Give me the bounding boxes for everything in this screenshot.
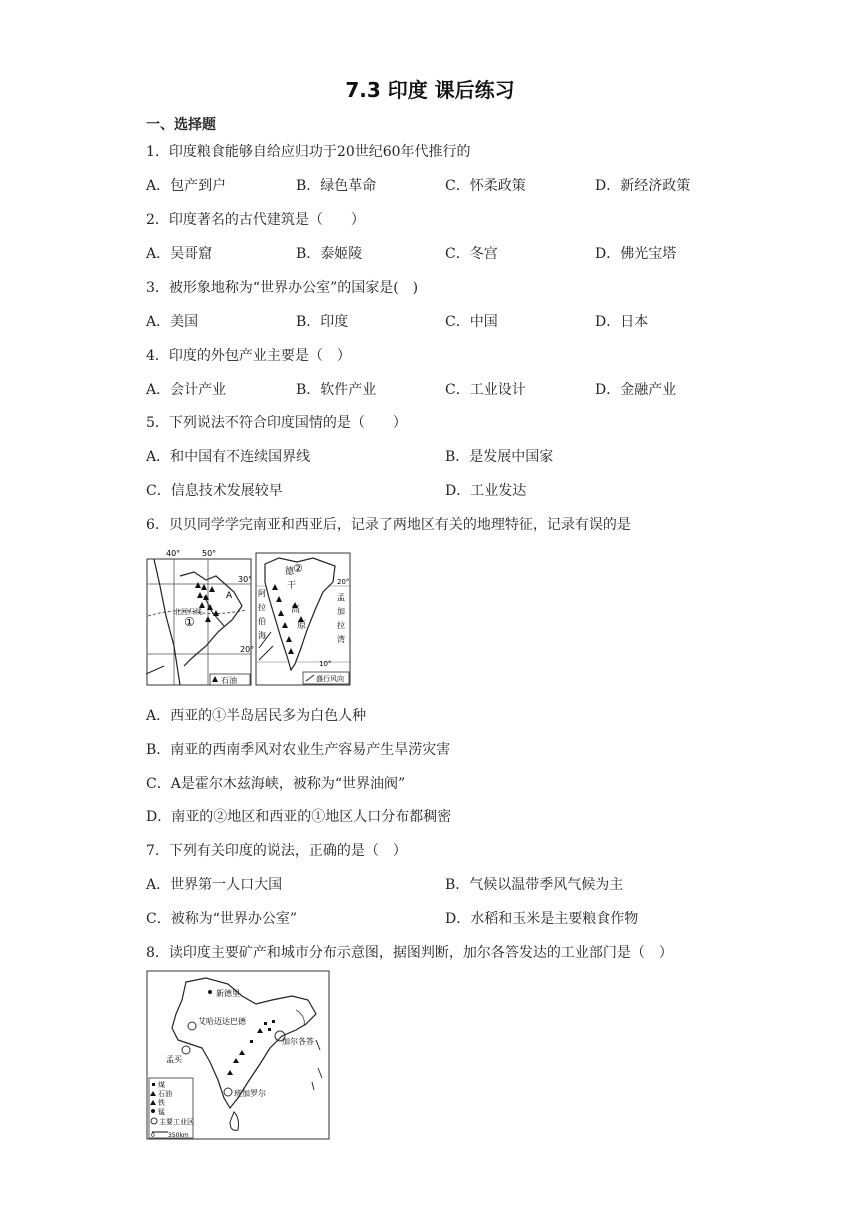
page-title: 7.3 印度 课后练习 bbox=[345, 78, 515, 102]
q2-option-a[interactable]: A．吴哥窟 bbox=[146, 246, 213, 262]
map2-label-2: ② bbox=[293, 562, 303, 575]
map2-deccan-2: 干 bbox=[287, 581, 297, 591]
q4-option-c[interactable]: C．工业设计 bbox=[445, 382, 526, 398]
map2-plateau-2: 原 bbox=[297, 621, 307, 631]
city-kolkata: 加尔各答 bbox=[282, 1037, 314, 1046]
svg-text:0: 0 bbox=[151, 1132, 155, 1139]
city-bangalore: 班加罗尔 bbox=[234, 1089, 266, 1098]
question-8-stem: 8．读印度主要矿产和城市分布示意图，据图判断，加尔各答发达的工业部门是（ ） bbox=[146, 945, 673, 961]
map2-bengal-2: 加 bbox=[337, 607, 345, 616]
q5-option-b[interactable]: B．是发展中国家 bbox=[445, 449, 554, 465]
q1-option-c[interactable]: C．怀柔政策 bbox=[445, 178, 526, 194]
city-mumbai: 孟买 bbox=[166, 1055, 182, 1064]
india-minerals-map bbox=[146, 970, 330, 1140]
city-newdelhi: 新德里 bbox=[216, 989, 240, 998]
q6-option-c[interactable]: C．A是霍尔木兹海峡，被称为“世界油阀” bbox=[146, 776, 406, 792]
map2-arabian-2: 拉 bbox=[258, 603, 266, 612]
map2-arabian-3: 伯 bbox=[258, 617, 266, 626]
q6-option-d[interactable]: D．南亚的②地区和西亚的①地区人口分布都稠密 bbox=[146, 809, 452, 825]
map2-arabian-1: 阿 bbox=[258, 589, 266, 598]
city-ahmedabad: 艾哈迈达巴德 bbox=[198, 1017, 246, 1026]
map2-lat-10: 10° bbox=[319, 660, 332, 668]
question-4-stem: 4．印度的外包产业主要是（ ） bbox=[146, 348, 351, 364]
q4-option-a[interactable]: A．会计产业 bbox=[146, 382, 227, 398]
q3-option-c[interactable]: C．中国 bbox=[445, 314, 498, 330]
q5-option-d[interactable]: D．工业发达 bbox=[445, 483, 527, 499]
map1-legend: 石油 bbox=[221, 676, 237, 685]
q4-option-d[interactable]: D．金融产业 bbox=[595, 382, 677, 398]
question-7-stem: 7．下列有关印度的说法，正确的是（ ） bbox=[146, 843, 407, 859]
q2-option-c[interactable]: C．冬宫 bbox=[445, 246, 498, 262]
south-asia-map bbox=[255, 552, 351, 686]
q6-option-b[interactable]: B．南亚的西南季风对农业生产容易产生旱涝灾害 bbox=[146, 742, 451, 758]
q2-option-d[interactable]: D．佛光宝塔 bbox=[595, 246, 677, 262]
map1-tropic-label: 北回归线 bbox=[174, 608, 202, 616]
map1-lon-50: 50° bbox=[202, 549, 217, 558]
q3-option-b[interactable]: B．印度 bbox=[296, 314, 349, 330]
map2-deccan-1: 德 bbox=[285, 567, 295, 577]
map2-bengal-4: 湾 bbox=[337, 635, 345, 644]
question-2-stem: 2．印度著名的古代建筑是（ ） bbox=[146, 212, 365, 228]
west-asia-map bbox=[146, 546, 255, 686]
q7-option-b[interactable]: B．气候以温带季风气候为主 bbox=[445, 877, 624, 893]
map1-label-a: A bbox=[226, 591, 233, 601]
section-heading: 一、选择题 bbox=[146, 117, 216, 133]
q3-option-d[interactable]: D．日本 bbox=[595, 314, 649, 330]
q7-option-c[interactable]: C．被称为“世界办公室” bbox=[146, 911, 298, 927]
q2-option-b[interactable]: B．泰姬陵 bbox=[296, 246, 363, 262]
map3-legend-box bbox=[149, 1078, 193, 1138]
q5-option-a[interactable]: A．和中国有不连续国界线 bbox=[146, 449, 311, 465]
q4-option-b[interactable]: B．软件产业 bbox=[296, 382, 377, 398]
question-1-stem: 1．印度粮食能够自给应归功于20世纪60年代推行的 bbox=[146, 144, 471, 160]
map1-label-1: ① bbox=[184, 615, 195, 629]
map2-bengal-3: 拉 bbox=[337, 621, 345, 630]
map2-plateau-1: 高 bbox=[291, 605, 301, 615]
map1-lon-40: 40° bbox=[166, 549, 181, 558]
legend-industrial-zone: 主要工业区 bbox=[159, 1118, 194, 1126]
q3-option-a[interactable]: A．美国 bbox=[146, 314, 199, 330]
question-5-stem: 5．下列说法不符合印度国情的是（ ） bbox=[146, 415, 407, 431]
map2-lat-20: 20° bbox=[337, 578, 350, 586]
q5-option-c[interactable]: C．信息技术发展较早 bbox=[146, 483, 283, 499]
q1-option-a[interactable]: A．包产到户 bbox=[146, 178, 227, 194]
map2-legend: 盛行风向 bbox=[316, 675, 344, 683]
scale-label: 350km bbox=[168, 1132, 189, 1139]
question-3-stem: 3．被形象地称为“世界办公室”的国家是( ) bbox=[146, 280, 419, 296]
legend-coal: 煤 bbox=[158, 1081, 165, 1089]
newdelhi-marker bbox=[208, 990, 212, 994]
q1-option-b[interactable]: B．绿色革命 bbox=[296, 178, 377, 194]
map1-lat-20: 20° bbox=[240, 645, 255, 654]
map2-bengal-1: 孟 bbox=[337, 593, 345, 602]
q7-option-a[interactable]: A．世界第一人口大国 bbox=[146, 877, 283, 893]
question-6-stem: 6．贝贝同学学完南亚和西亚后，记录了两地区有关的地理特征，记录有误的是 bbox=[146, 517, 631, 533]
legend-manganese: 锰 bbox=[158, 1108, 165, 1116]
map1-lat-30: 30° bbox=[238, 575, 253, 584]
q7-option-d[interactable]: D．水稻和玉米是主要粮食作物 bbox=[445, 911, 639, 927]
q1-option-d[interactable]: D．新经济政策 bbox=[595, 178, 691, 194]
q6-option-a[interactable]: A．西亚的①半岛居民多为白色人种 bbox=[146, 708, 367, 724]
map2-arabian-4: 海 bbox=[258, 631, 266, 640]
legend-iron: 铁 bbox=[158, 1099, 165, 1107]
legend-oil: 石油 bbox=[158, 1090, 172, 1098]
